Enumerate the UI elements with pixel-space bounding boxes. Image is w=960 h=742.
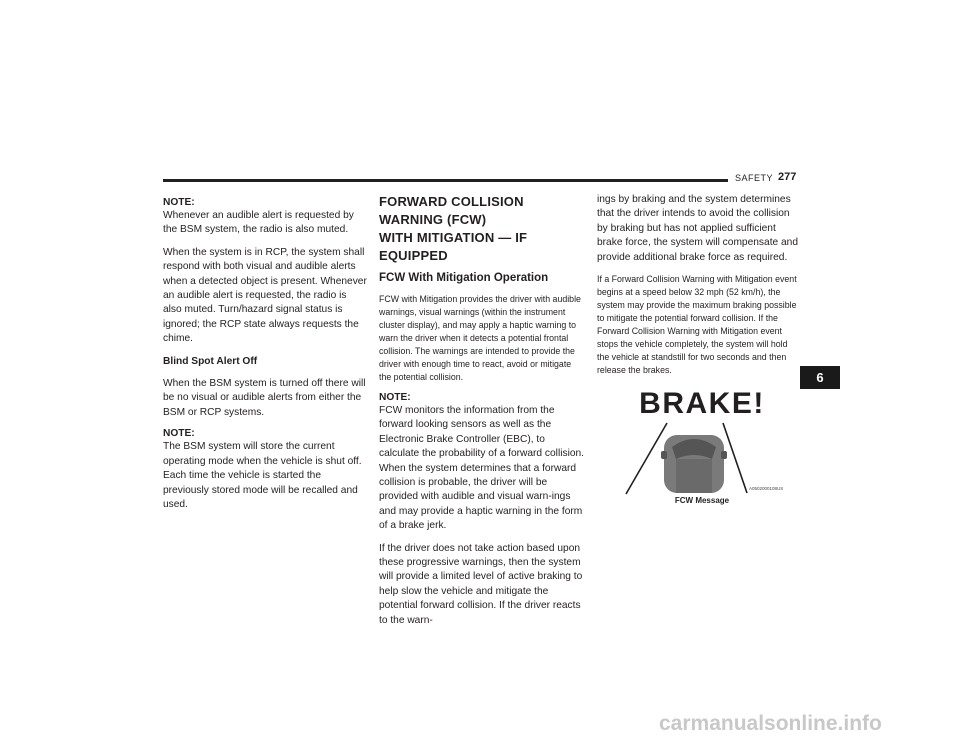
note-bsm-mute [163,197,367,238]
subheading-blind-spot-alert-off: Blind Spot Alert Off [163,355,258,367]
watermark: carmanualsonline.info [659,712,882,735]
note-bsm-store [163,428,367,512]
figure-caption: FCW Message [674,496,730,505]
figure-code: A0502000108US [749,486,784,491]
page-number: 277 [778,171,797,183]
note-label: NOTE: [163,197,195,208]
paragraph-active-braking: If the driver does not take action based upon these progressive warnings, then the system will provide a limited level of active braking to help slow the vehicle and mitigate the potential forward collision. If the driver reacts to the warn- [379,542,583,626]
section-title [379,193,584,265]
section-subtitle: FCW With Mitigation Operation [379,272,549,284]
paragraph-bsm-off: When the BSM system is turned off there will be no visual or audible alerts from either the BSM or RCP systems. [163,378,366,418]
header-rule [163,179,728,182]
note-fcw-monitors [379,392,584,534]
note-text: FCW monitors the information from the forward looking sensors as well as the Electronic Brake Controller (EBC), to calculate the probability of a forward collision. When the system determines that a forward collision is probable, the driver will be provided with audible and visual warn-ings and may provide a haptic warning in the form of a brake jerk. [379,405,584,532]
chapter-tab: 6 [800,366,840,389]
fcw-message-figure [622,387,782,512]
paragraph-rcp: When the system is in RCP, the system shall respond with both visual and audible alerts when a detected object is present. Whenever an audible alert is requested, the radio is also muted. Turn/hazard signal status is ignored; the RCP state always requests the chime. [163,246,367,345]
note-label: NOTE: [379,392,411,403]
note-label: NOTE: [163,428,195,440]
car-front-view-icon [622,387,782,497]
note-text: Whenever an audible alert is requested by the BSM system, the radio is also muted. [163,210,354,236]
column-middle [379,193,584,636]
brake-warning-text: BRAKE! [639,387,765,420]
column-left [163,197,367,520]
section-title-line1: FORWARD COLLISION WARNING (FCW) [379,194,524,227]
paragraph-brake-compensation: ings by braking and the system determines that the driver intends to avoid the collision by braking but has not applied sufficient brake force, the system will compensate and provide additional brake force as required. [597,194,799,263]
header-section-name: SAFETY [735,173,774,183]
column-right [597,193,800,385]
paragraph-low-speed-braking: If a Forward Collision Warning with Mitigation event begins at a speed below 32 mph (52 km/h), the system may provide the maximum braking possible to mitigate the potential forward collision. If the Forward Collision Warning with Mitigation event stops the vehicle completely, the system will hold the vehicle at standstill for two seconds and then release the brakes. [597,274,797,376]
section-title-line2: WITH MITIGATION — IF EQUIPPED [379,230,528,263]
note-text: The BSM system will store the current operating mode when the vehicle is shut off. Each time the vehicle is started the previously stored mode will be recalled and used. [163,441,362,510]
paragraph-fcw-overview: FCW with Mitigation provides the driver with audible warnings, visual warnings (within the instrument cluster display), and may apply a haptic warning to warn the driver when it detects a potential frontal collision. The warnings are intended to provide the driver with enough time to react, avoid or mitigate the potential collision. [379,294,581,382]
